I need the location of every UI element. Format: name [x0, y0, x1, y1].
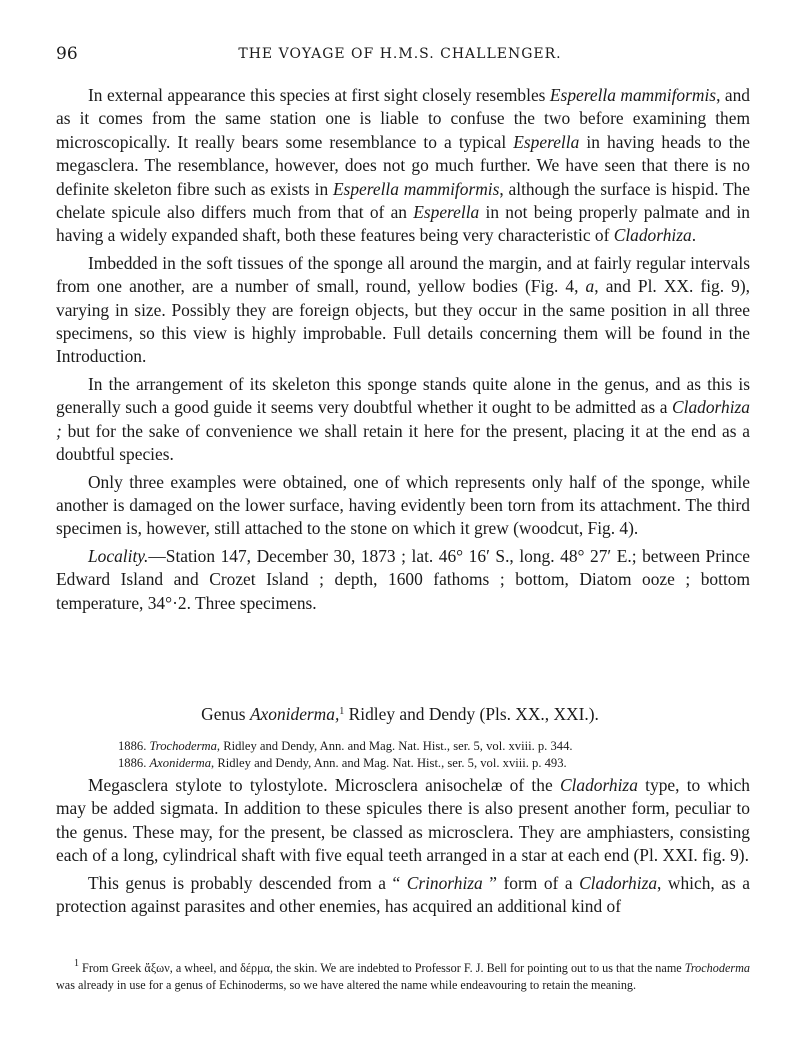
- synonym-entry: 1886. Axoniderma, Ridley and Dendy, Ann. and Mag. Nat. Hist., ser. 5, vol. xviii. p. 493.: [118, 756, 567, 770]
- paragraph-locality: Locality.—Station 147, December 30, 1873 ; lat. 46° 16′ S., long. 48° 27′ E.; between Prince Edward Island and Crozet Island ; depth, 1600 fathoms ; bottom, Diatom ooze ; bottom temperature, 34°·2. Three specimens.: [56, 545, 750, 613]
- footnote-marker: 1: [339, 706, 345, 717]
- running-head: THE VOYAGE OF H.M.S. CHALLENGER.: [238, 46, 562, 62]
- paragraph-skeleton: In the arrangement of its skeleton this sponge stands quite alone in the genus, and as this is generally such a good guide it seems very doubtful whether it ought to be admitted as a Cladorhiza ; but for the sake of convenience we shall retain it here for the present, placing it at the end as a doubtful species.: [56, 373, 750, 465]
- paragraph-appearance: In external appearance this species at first sight closely resembles Esperella mammiformis, and as it comes from the same station one is liable to confuse the two before examining them microscopically. It really bears some resemblance to a typical Esperella in having heads to the megasclera. The resemblance, however, does not go much further. We have seen that there is no definite skeleton fibre such as exists in Esperella mammiformis, although the surface is hispid. The chelate spicule also differs much from that of an Esperella in not being properly palmate and in having a widely expanded shaft, both these features being very characteristic of Cladorhiza.: [56, 85, 751, 246]
- genus-description: [56, 774, 750, 922]
- paragraph-spicules: Megasclera stylote to tylostylote. Microsclera anisochelæ of the Cladorhiza type, to which may be added sigmata. In addition to these spicules there is also present another form, peculiar to the genus. These may, for the present, be classed as microsclera. They are amphiasters, consisting each of a long, cylindrical shaft with five equal teeth arranged in a star at each end (Pl. XXI. fig. 9).: [56, 775, 750, 866]
- synonym-entry: 1886. Trochoderma, Ridley and Dendy, Ann. and Mag. Nat. Hist., ser. 5, vol. xviii. p. 344.: [118, 739, 573, 753]
- footnote: $^1$ From Greek ἄξων, a wheel, and δέρμα, the skin. We are indebted to Professor F. J. Bell for pointing out to us that the name Trochoderma was already in use for a genus of Echinoderms, so we have altered the name while endeavouring to retain the meaning.: [56, 958, 750, 992]
- species-discussion: [56, 84, 750, 619]
- paragraph-examples: Only three examples were obtained, one of which represents only half of the sponge, while another is damaged on the lower surface, having evidently been torn from its attachment. The third specimen is, however, still attached to the stone on which it grew (woodcut, Fig. 4).: [56, 471, 750, 539]
- paragraph-yellow-bodies: Imbedded in the soft tissues of the sponge all around the margin, and at fairly regular intervals from one another, are a number of small, round, yellow bodies (Fig. 4, a, and Pl. XX. fig. 9), varying in size. Possibly they are foreign objects, but they occur in the same position in all three specimens, so this view is highly improbable. Full details concerning them will be found in the Introduction.: [56, 252, 750, 367]
- paragraph-descent: This genus is probably descended from a “ Crinorhiza ” form of a Cladorhiza, which, as a protection against parasites and other enemies, has acquired an additional kind of: [56, 872, 750, 917]
- genus-heading: Genus Axoniderma,$^1$ Ridley and Dendy (Pls. XX., XXI.).: [201, 704, 599, 724]
- synonymy-list: [118, 738, 573, 772]
- page-number: 96: [56, 44, 78, 64]
